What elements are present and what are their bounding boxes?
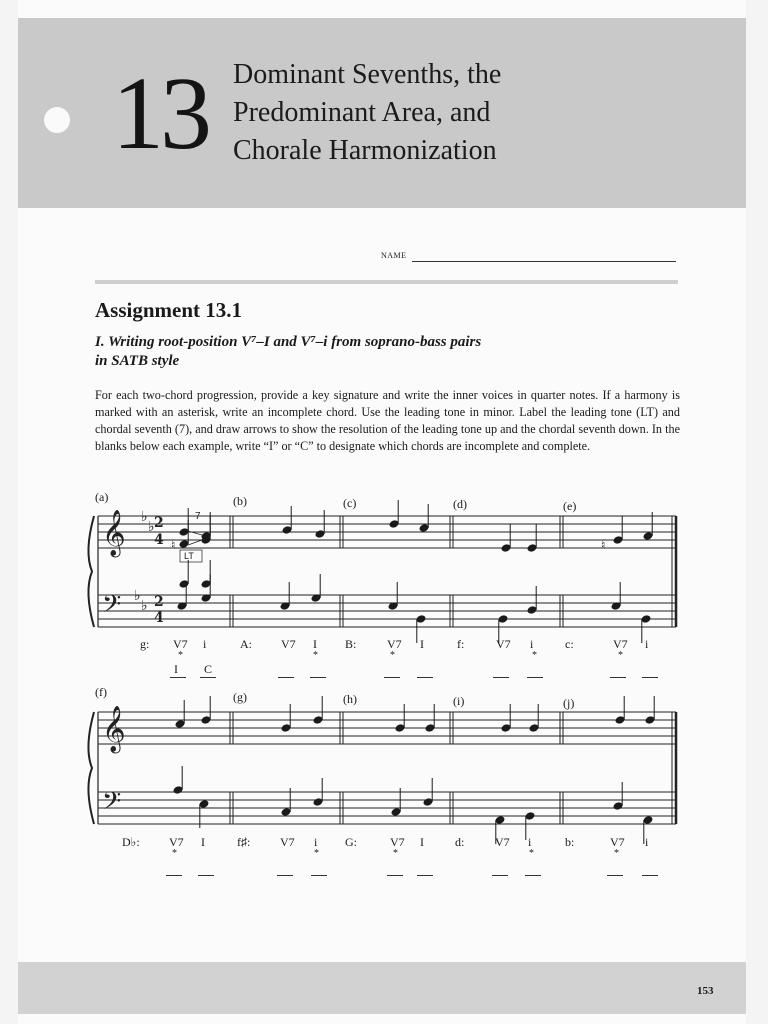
incomplete-asterisk: * <box>313 650 318 661</box>
roman-numeral-first: V7 <box>281 637 296 651</box>
footer-band <box>18 962 746 1014</box>
example-label: (j) <box>563 696 575 710</box>
leading-tone-label: LT <box>184 551 194 561</box>
natural-icon: ♮ <box>601 538 606 552</box>
roman-numeral-second: i <box>645 637 649 651</box>
brace <box>88 712 94 824</box>
answer-text: C <box>204 662 213 676</box>
roman-numeral-first: V7 <box>169 835 184 849</box>
answer-blank[interactable] <box>310 677 326 678</box>
assignment-title: Assignment 13.1 <box>95 298 243 322</box>
answer-blank[interactable] <box>417 677 433 678</box>
roman-numeral-first: V7 <box>390 835 405 849</box>
treble-clef-icon: 𝄞 <box>102 706 126 752</box>
roman-numeral-key: g: <box>140 637 150 651</box>
roman-numeral-first: V7 <box>610 835 625 849</box>
example-label: (d) <box>453 497 467 511</box>
roman-numeral-first: V7 <box>387 637 402 651</box>
answer-blank[interactable] <box>492 875 508 876</box>
answer-blank[interactable] <box>200 677 216 678</box>
incomplete-asterisk: * <box>172 848 177 859</box>
answer-text: I <box>174 662 178 676</box>
roman-numeral-first: V7 <box>496 637 511 651</box>
example-label: (g) <box>233 690 247 704</box>
answer-blank[interactable] <box>198 875 214 876</box>
incomplete-asterisk: * <box>178 650 183 661</box>
roman-numeral-second: i <box>528 835 532 849</box>
chapter-title-line: Dominant Sevenths, the <box>233 59 502 90</box>
incomplete-asterisk: * <box>529 848 534 859</box>
answer-blank[interactable] <box>527 677 543 678</box>
flat-icon: ♭ <box>148 519 155 535</box>
answer-blank[interactable] <box>387 875 403 876</box>
roman-numeral-key: f: <box>457 637 465 651</box>
name-label: NAME <box>381 251 407 260</box>
time-signature: 2 <box>154 515 164 531</box>
incomplete-asterisk: * <box>393 848 398 859</box>
flat-icon: ♭ <box>141 509 148 525</box>
example-label: (i) <box>453 694 465 708</box>
answer-blank[interactable] <box>311 875 327 876</box>
resolution-arrow <box>188 540 202 545</box>
roman-numeral-second: I <box>201 835 205 849</box>
roman-numeral-key: c: <box>565 637 574 651</box>
answer-blank[interactable] <box>642 875 658 876</box>
time-signature: 4 <box>154 532 164 548</box>
roman-numeral-second: i <box>645 835 649 849</box>
example-label: (h) <box>343 692 357 706</box>
natural-icon: ♮ <box>171 538 176 552</box>
roman-numeral-key: A: <box>240 637 252 651</box>
instructions-paragraph: For each two-chord progression, provide a key signature and write the inner voices in quarter notes. If a harmony is marked with an asterisk, write an incomplete chord. Use the leading tone in minor. Label the leading tone (LT) and chordal seventh (7), and draw arrows to show the resolution of the leading tone up and the chordal seventh down. In the blanks below each example, write “I” or “C” to designate which chords are incomplete and complete. <box>95 388 680 453</box>
answer-blank[interactable] <box>278 677 294 678</box>
chapter-title-line: Chorale Harmonization <box>233 135 497 166</box>
roman-numeral-key: D♭: <box>122 835 140 849</box>
answer-blank[interactable] <box>642 677 658 678</box>
example-label: (c) <box>343 496 357 510</box>
example-label: (a) <box>95 490 109 504</box>
time-signature: 4 <box>154 610 164 626</box>
section-heading-line: in SATB style <box>95 353 180 369</box>
flat-icon: ♭ <box>134 588 141 604</box>
grand-staff-row-1 <box>88 500 676 643</box>
roman-numeral-first: V7 <box>613 637 628 651</box>
roman-numeral-second: I <box>420 835 424 849</box>
incomplete-asterisk: * <box>314 848 319 859</box>
answer-blank[interactable] <box>277 875 293 876</box>
roman-numeral-first: V7 <box>173 637 188 651</box>
roman-numeral-key: B: <box>345 637 357 651</box>
seventh-label: 7 <box>195 511 201 522</box>
answer-blank[interactable] <box>166 875 182 876</box>
time-signature: 2 <box>154 594 164 610</box>
answer-blank[interactable] <box>493 677 509 678</box>
brace <box>88 516 94 627</box>
section-heading-line: I. Writing root-position V⁷–I and V⁷–i from soprano-bass pairs <box>95 334 482 350</box>
incomplete-asterisk: * <box>618 650 623 661</box>
example-label: (f) <box>95 685 107 699</box>
bass-clef-icon: 𝄢 <box>102 787 122 822</box>
roman-numeral-key: b: <box>565 835 575 849</box>
answer-blank[interactable] <box>607 875 623 876</box>
answer-blank[interactable] <box>417 875 433 876</box>
roman-numeral-key: f♯: <box>237 835 251 849</box>
incomplete-asterisk: * <box>532 650 537 661</box>
roman-numeral-second: i <box>203 637 207 651</box>
answer-blank[interactable] <box>610 677 626 678</box>
answer-blank[interactable] <box>525 875 541 876</box>
bass-clef-icon: 𝄢 <box>102 590 122 625</box>
roman-numeral-key: G: <box>345 835 357 849</box>
example-label: (b) <box>233 494 247 508</box>
grand-staff-row-2 <box>88 696 676 844</box>
incomplete-asterisk: * <box>390 650 395 661</box>
roman-numeral-second: I <box>420 637 424 651</box>
roman-numeral-second: I <box>313 637 317 651</box>
treble-clef-icon: 𝄞 <box>102 510 126 556</box>
chapter-number: 13 <box>112 56 208 171</box>
incomplete-asterisk: * <box>614 848 619 859</box>
answer-blank[interactable] <box>384 677 400 678</box>
roman-numeral-second: i <box>530 637 534 651</box>
flat-icon: ♭ <box>141 598 148 614</box>
page-number: 153 <box>697 985 714 997</box>
roman-numeral-second: i <box>314 835 318 849</box>
answer-blank[interactable] <box>170 677 186 678</box>
roman-numeral-first: V7 <box>495 835 510 849</box>
example-label: (e) <box>563 499 577 513</box>
roman-numeral-key: d: <box>455 835 465 849</box>
roman-numeral-first: V7 <box>280 835 295 849</box>
chapter-title-line: Predominant Area, and <box>233 97 491 128</box>
